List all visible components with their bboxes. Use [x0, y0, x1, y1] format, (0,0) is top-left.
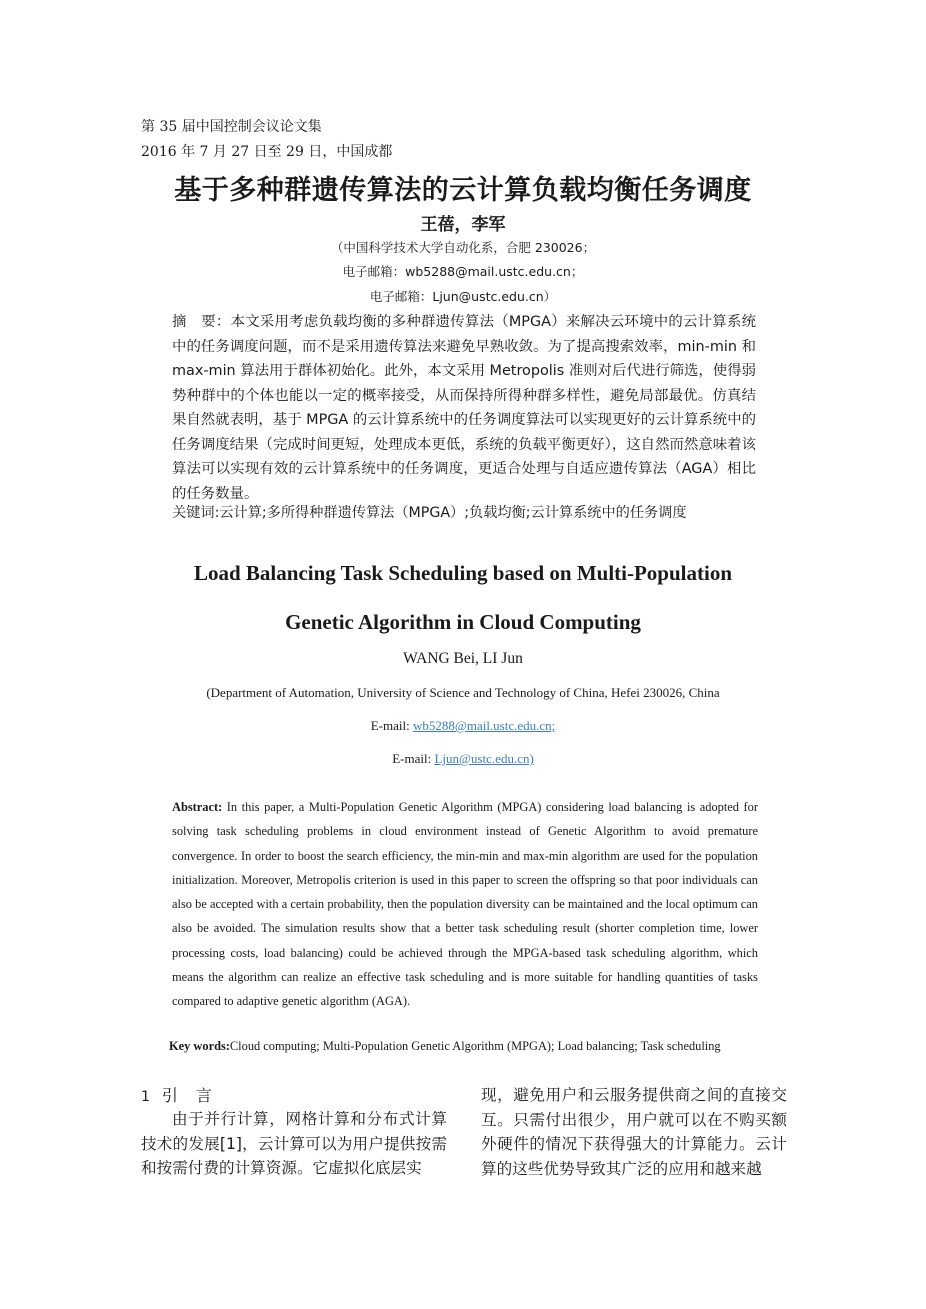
english-keywords-text: Cloud computing; Multi-Population Genetic Algorithm (MPGA); Load balancing; Task scheduling	[229, 1039, 721, 1053]
chinese-keywords-label: 关键词:	[172, 505, 220, 521]
english-abstract-label: Abstract:	[172, 800, 223, 814]
english-authors: WANG Bei, LI Jun	[403, 650, 523, 667]
chinese-authors: 王蓓，李军	[420, 215, 506, 235]
section-number: 1	[141, 1089, 150, 1105]
english-keywords-label: Key words:	[169, 1039, 230, 1053]
chinese-abstract-text: 本文采用考虑负载均衡的多种群遗传算法（MPGA）来解决云环境中的云计算系统中的任务调度问题，而不是采用遗传算法来避免早熟收敛。为了提高搜索效率，min-min 和 max-min 算法用于群体初始化。此外，本文采用 Metropolis 准则对后代进行筛选，使得弱势种群中的个体也能以一定的概率接受，从而保持所得种群多样性，避免局部最优。仿真结果自然就表明，基于 MPGA 的云计算系统中的任务调度算法可以实现更好的云计算系统中的任务调度结果（完成时间更短，处理成本更低，系统的负载平衡更好），这自然而然意味着该算法可以实现有效的云计算系统中的任务调度，更适合处理与自适应遗传算法（AGA）相比的任务数量。	[172, 314, 756, 502]
english-keywords	[169, 1039, 789, 1054]
english-title-line-2: Genetic Algorithm in Cloud Computing	[285, 610, 641, 634]
section-title: 引言	[161, 1086, 230, 1105]
chinese-abstract-label: 摘 要：	[172, 314, 231, 330]
english-email-1	[0, 718, 926, 734]
conference-name: 第 35 届中国控制会议论文集	[141, 119, 322, 135]
email-label: E-mail:	[392, 751, 435, 766]
chinese-abstract	[172, 310, 756, 506]
chinese-affiliation: （中国科学技术大学自动化系，合肥 230026；	[330, 240, 596, 255]
chinese-keywords-text: 云计算;多所得种群遗传算法（MPGA）;负载均衡;云计算系统中的任务调度	[219, 505, 687, 521]
email-label: E-mail:	[370, 718, 413, 733]
chinese-title: 基于多种群遗传算法的云计算负载均衡任务调度	[174, 175, 752, 206]
section-heading-introduction	[141, 1083, 230, 1106]
english-email-2	[0, 751, 926, 767]
intro-paragraph-left: 由于并行计算，网格计算和分布式计算技术的发展[1]，云计算可以为用户提供按需和按需付费的计算资源。它虚拟化底层实	[141, 1110, 447, 1177]
english-affiliation: (Department of Automation, University of Science and Technology of China, Hefei 230026, China	[206, 685, 720, 700]
body-column-left	[141, 1107, 447, 1181]
chinese-email-2: 电子邮箱：Ljun@ustc.edu.cn）	[369, 289, 557, 304]
email-link-1[interactable]: wb5288@mail.ustc.edu.cn;	[412, 718, 556, 733]
conference-date-location: 2016 年 7 月 27 日至 29 日，中国成都	[141, 144, 393, 160]
chinese-email-1: 电子邮箱：wb5288@mail.ustc.edu.cn；	[342, 264, 584, 279]
english-title-line-1: Load Balancing Task Scheduling based on Multi-Population	[193, 561, 732, 585]
email-link-2[interactable]: Ljun@ustc.edu.cn)	[434, 751, 534, 766]
chinese-keywords	[172, 502, 772, 522]
english-abstract-text: In this paper, a Multi-Population Genetic Algorithm (MPGA) considering load balancing is adopted for solving task scheduling problems in cloud environment instead of Genetic Algorithm to avoid premature convergence. In order to boost the search efficiency, the min-min and max-min algorithm are used for the population initialization. Moreover, Metropolis criterion is used in this paper to screen the offspring so that poor individuals can also be accepted with a certain probability, then the population diversity can be maintained and the local optimum can also be avoided. The simulation results show that a better task scheduling result (shorter completion time, lower processing costs, load balancing) could be achieved through the MPGA-based task scheduling algorithm, which means the algorithm can realize an effective task scheduling and is more suitable for handling quantities of tasks compared to adaptive genetic algorithm (AGA).	[172, 800, 758, 1009]
body-column-right	[481, 1083, 787, 1181]
english-abstract	[172, 795, 758, 1014]
intro-paragraph-right: 现，避免用户和云服务提供商之间的直接交互。只需付出很少，用户就可以在不购买额外硬件的情况下获得强大的计算能力。云计算的这些优势导致其广泛的应用和越来越	[481, 1086, 787, 1178]
